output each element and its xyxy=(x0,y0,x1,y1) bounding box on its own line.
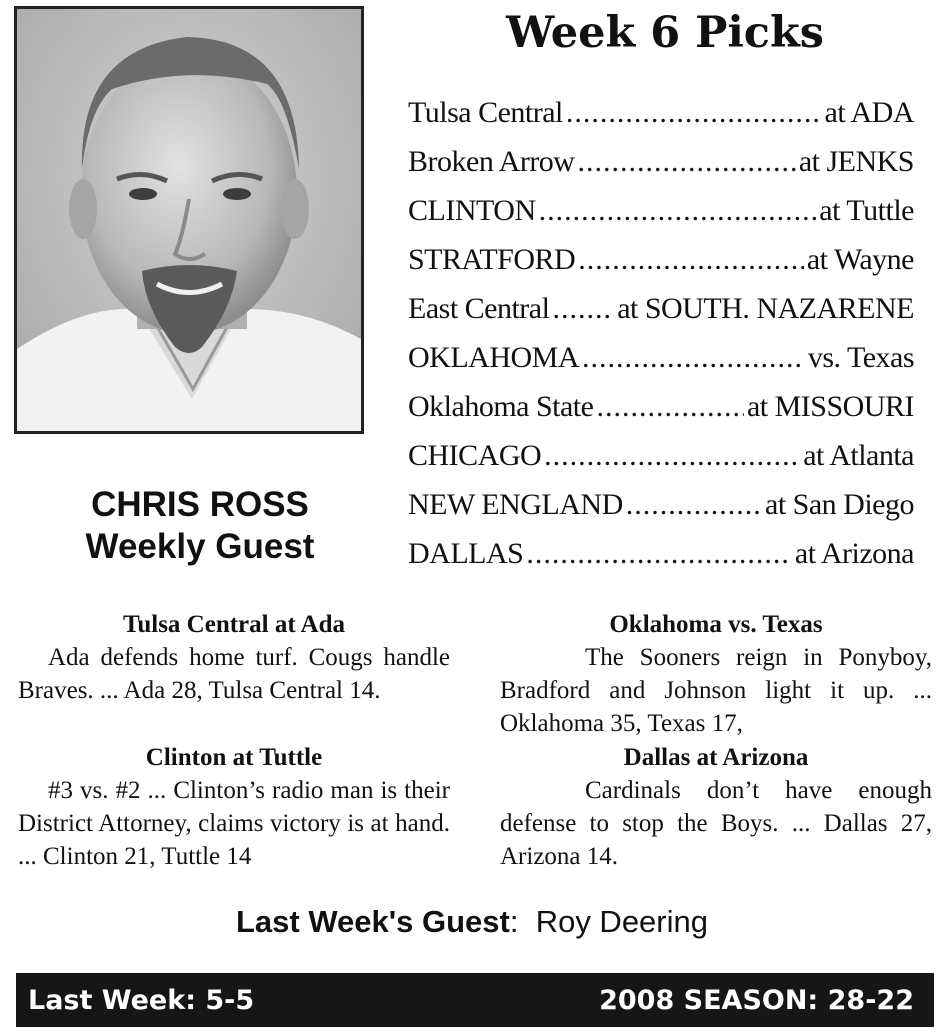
pick-row xyxy=(408,341,914,390)
record-bar xyxy=(16,973,934,1027)
leader-dots xyxy=(539,194,817,228)
pick-home-team: at ADA xyxy=(824,96,914,129)
pick-home-team: at Wayne xyxy=(806,243,914,276)
guest-caption xyxy=(40,484,360,568)
last-guest-label: Last Week's Guest xyxy=(235,904,510,939)
leader-dots xyxy=(552,292,614,326)
last-guest-name: Roy Deering xyxy=(535,904,708,939)
page-title: Week 6 Picks xyxy=(505,8,824,58)
pick-home-team: at San Diego xyxy=(765,488,914,521)
leader-dots xyxy=(596,390,744,424)
leader-dots xyxy=(544,439,800,473)
pick-away-team: OKLAHOMA xyxy=(408,341,579,374)
guest-role: Weekly Guest xyxy=(85,527,315,566)
last-week-record: Last Week: 5-5 xyxy=(28,984,255,1016)
pick-away-team: Oklahoma State xyxy=(408,390,594,423)
blurb-text: The Sooners reign in Ponyboy, Bradford and Johnson light it up. ... Oklahoma 35, Texas 17, xyxy=(500,644,932,737)
blurb-heading: Clinton at Tuttle xyxy=(145,744,323,771)
leader-dots xyxy=(626,488,762,522)
blurb-text: Ada defends home turf. Cougs handle Braves. ... Ada 28, Tulsa Central 14. xyxy=(18,644,450,704)
leader-dots xyxy=(566,96,822,130)
pick-row xyxy=(408,96,914,145)
pick-row xyxy=(408,292,914,341)
pick-home-team: at Arizona xyxy=(794,537,914,570)
pick-home-team: vs. Texas xyxy=(807,341,914,374)
pick-row xyxy=(408,488,914,537)
game-blurb xyxy=(500,741,932,873)
game-blurb xyxy=(18,608,450,707)
blurb-heading: Tulsa Central at Ada xyxy=(122,611,346,638)
pick-row xyxy=(408,439,914,488)
pick-home-team: at SOUTH. NAZARENE xyxy=(617,292,914,325)
guest-photo xyxy=(14,6,364,434)
blurb-heading: Dallas at Arizona xyxy=(623,744,809,771)
leader-dots xyxy=(526,537,792,571)
pick-away-team: CHICAGO xyxy=(408,439,542,472)
pick-row xyxy=(408,145,914,194)
blurb-text: #3 vs. #2 ... Clinton’s radio man is their District Attorney, claims victory is at hand. ... Clinton 21, Tuttle 14 xyxy=(18,777,450,870)
pick-row xyxy=(408,194,914,243)
pick-away-team: Tulsa Central xyxy=(408,96,563,129)
pick-away-team: NEW ENGLAND xyxy=(408,488,623,521)
pick-away-team: CLINTON xyxy=(408,194,536,227)
pick-row xyxy=(408,243,914,292)
guest-portrait-illustration xyxy=(17,9,361,431)
pick-away-team: DALLAS xyxy=(408,537,524,570)
leader-dots xyxy=(582,341,805,375)
pick-row xyxy=(408,537,914,586)
pick-away-team: Broken Arrow xyxy=(408,145,575,178)
pick-home-team: at Tuttle xyxy=(819,194,914,227)
pick-home-team: at MISSOURI xyxy=(746,390,914,423)
season-record: 2008 SEASON: 28-22 xyxy=(599,984,914,1016)
pick-away-team: East Central xyxy=(408,292,550,325)
blurb-text: Cardinals don’t have enough defense to stop the Boys. ... Dallas 27, Arizona 14. xyxy=(500,777,932,870)
blurb-heading: Oklahoma vs. Texas xyxy=(609,611,823,638)
pick-home-team: at Atlanta xyxy=(803,439,914,472)
picks-list xyxy=(408,96,914,586)
last-week-guest: Last Week's Guest: Roy Deering xyxy=(235,904,708,939)
guest-name: CHRIS ROSS xyxy=(91,485,309,524)
game-blurb xyxy=(500,608,932,740)
game-blurb xyxy=(18,741,450,873)
pick-home-team: at JENKS xyxy=(798,145,914,178)
pick-row xyxy=(408,390,914,439)
leader-dots xyxy=(578,243,804,277)
pick-away-team: STRATFORD xyxy=(408,243,576,276)
leader-dots xyxy=(577,145,795,179)
